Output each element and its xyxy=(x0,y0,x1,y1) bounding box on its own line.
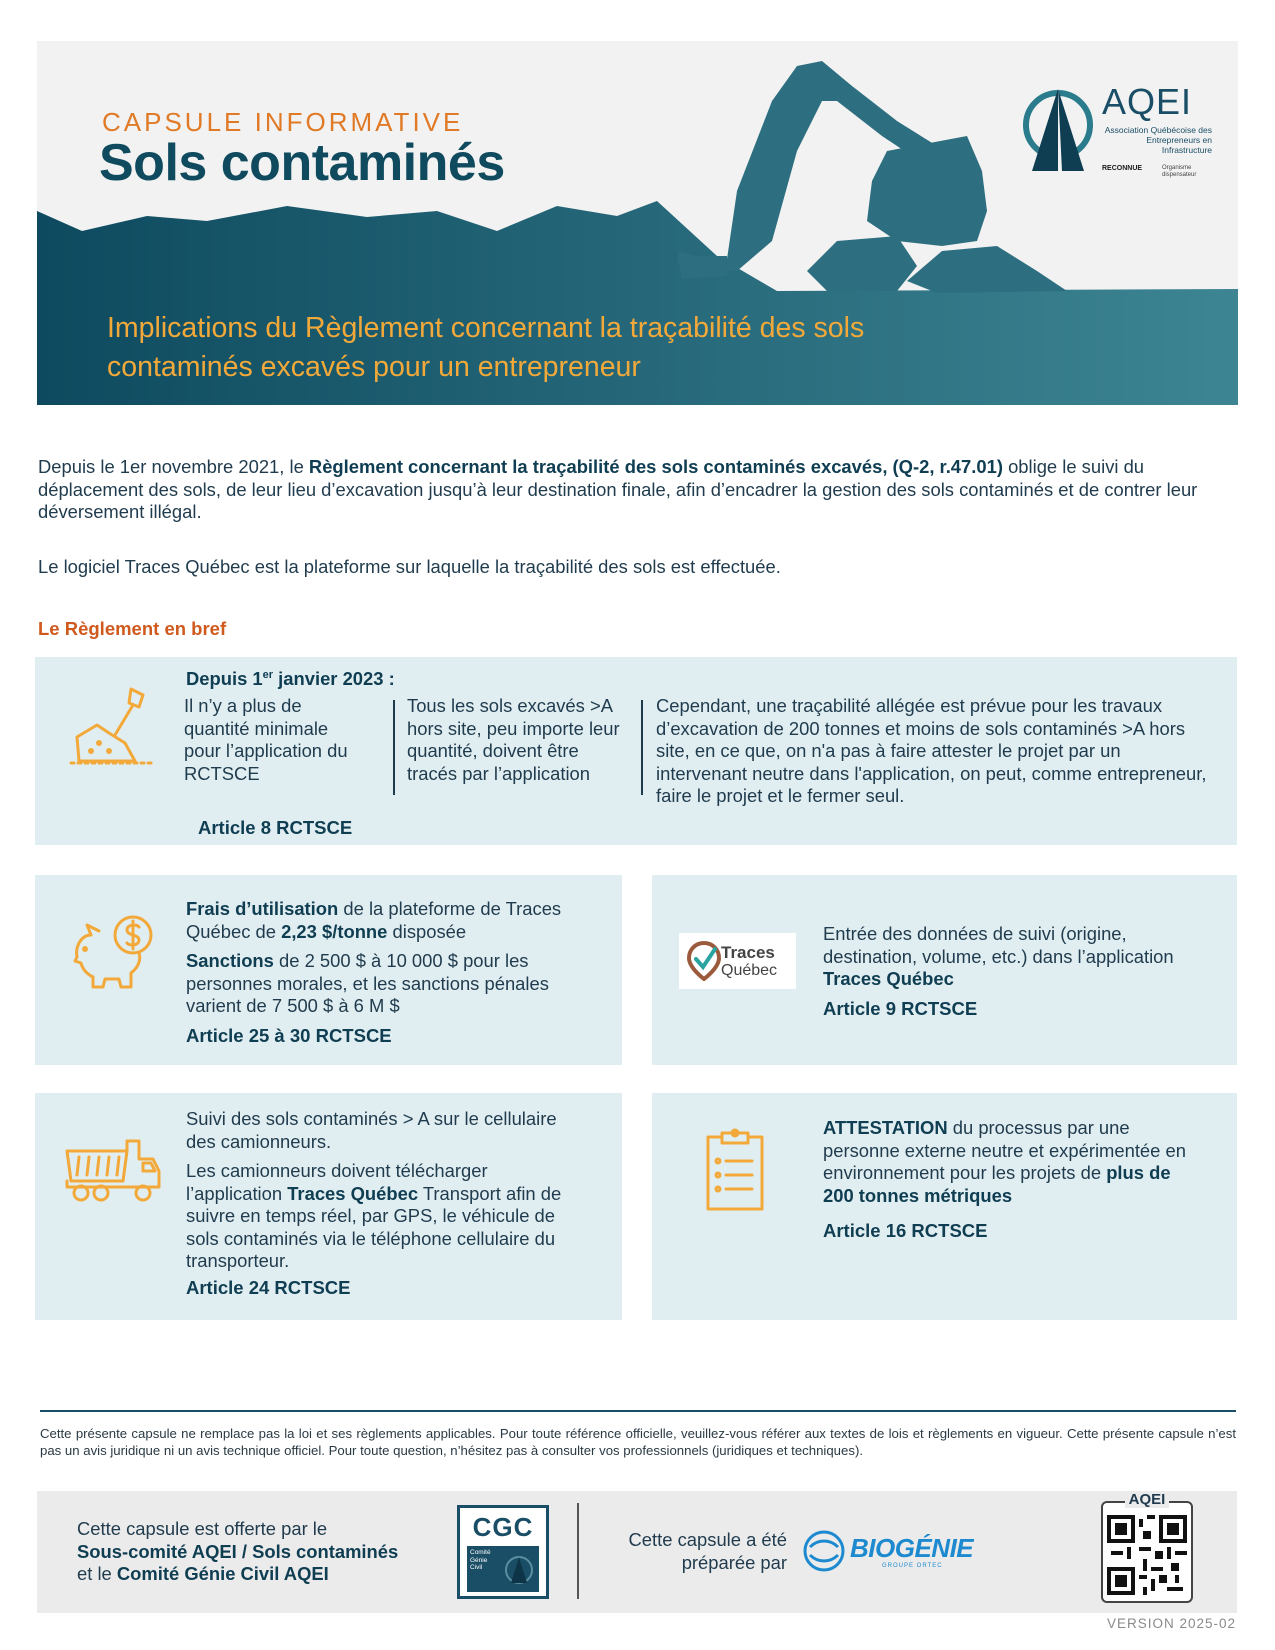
card5-text: ATTESTATION du processus par une personne externe neutre et expérimentée en environnement pour les projets de plus de 200 tonnes métriques xyxy=(823,1117,1186,1206)
card3-text: Entrée des données de suivi (origine, destination, volume, etc.) dans l’application Traces Québec xyxy=(823,923,1174,989)
card2-article: Article 25 à 30 RCTSCE xyxy=(186,1025,392,1046)
card2-sanctions-text: Sanctions de 2 500 $ à 10 000 $ pour les personnes morales, et les sanctions pénales varient de 7 500 $ à 6 M $ xyxy=(186,950,549,1016)
card1-column-2: Tous les sols excavés >A hors site, peu importe leur quantité, doivent être tracés par l’application xyxy=(407,695,620,784)
qr-label: AQEI xyxy=(1103,1491,1191,1508)
shovel-dirt-icon xyxy=(69,685,155,767)
capsule-kicker: CAPSULE INFORMATIVE xyxy=(102,107,464,137)
location-pin-icon xyxy=(687,941,721,981)
card4-text-1: Suivi des sols contaminés > A sur le cellulaire des camionneurs. xyxy=(186,1108,557,1152)
aqei-association-name: Association Québécoise des Entrepreneurs en Infrastructure xyxy=(1104,125,1212,155)
card4-article: Article 24 RCTSCE xyxy=(186,1277,351,1298)
aqei-recognized-badge: RECONNUE xyxy=(1102,165,1143,172)
card3-article: Article 9 RCTSCE xyxy=(823,998,978,1019)
cgc-logo-label: Comité Génie Civil xyxy=(470,1549,491,1571)
credits-band xyxy=(37,1491,1237,1613)
card2-fees-text: Frais d’utilisation de la plateforme de Traces Québec de 2,23 $/tonne disposée xyxy=(186,898,562,942)
card-truck-tracking xyxy=(35,1093,622,1320)
disclaimer-text: Cette présente capsule ne remplace pas la loi et ses règlements applicables. Pour toute référence officielle, veuillez-vous référer aux textes de lois et règlements en vigueur. Cette présente capsule n’est pas un avis juridique ni un avis technique officiel. Pour toute question, n’hésitez pas à consulter vos professionnels (juridiques et techniques). xyxy=(40,1426,1236,1458)
card1-column-1: Il n’y a plus de quantité minimale pour l’application du RCTSCE xyxy=(184,695,348,784)
biogenie-logo xyxy=(802,1529,977,1575)
column-divider xyxy=(393,700,395,795)
clipboard-list-icon xyxy=(704,1127,766,1213)
version-label: VERSION 2025-02 xyxy=(1106,1616,1236,1631)
page-title: Sols contaminés xyxy=(99,134,505,192)
aqei-badge-caption: Organisme dispensateur xyxy=(1162,165,1197,178)
biogenie-wordmark: BIOGÉNIE xyxy=(850,1533,974,1563)
hero-subtitle: Implications du Règlement concernant la traçabilité des sols contaminés excavés pour un entrepreneur xyxy=(107,312,865,383)
card1-article: Article 8 RCTSCE xyxy=(198,817,353,838)
column-divider xyxy=(641,700,643,795)
cgc-logo-panel xyxy=(467,1546,539,1592)
card1-heading: Depuis 1er janvier 2023 : xyxy=(186,668,395,690)
section-title: Le Règlement en bref xyxy=(38,618,227,639)
card1-column-3: Cependant, une traçabilité allégée est prévue pour les travaux d’excavation de 200 tonnes et moins de sols contaminés >A hors site, en ce que, on n'a pas à faire attester le projet par un intervenant neutre dans l'application, on peut, comme entrepreneur, faire le projet et le fermer seul. xyxy=(656,695,1207,806)
aqei-qr-code[interactable] xyxy=(1101,1491,1193,1603)
cgc-wordmark: CGC xyxy=(472,1512,534,1542)
aqei-wordmark: AQEI xyxy=(1102,81,1193,122)
cgc-emblem-icon xyxy=(503,1554,535,1586)
aqei-logo xyxy=(1022,81,1212,181)
prepared-by-text: Cette capsule a été préparée par xyxy=(628,1529,787,1573)
credits-divider xyxy=(577,1503,579,1599)
piggy-bank-icon xyxy=(71,913,159,993)
hero-banner xyxy=(37,41,1238,405)
biogenie-emblem-icon xyxy=(802,1529,846,1573)
footer-divider xyxy=(40,1410,1236,1412)
cgc-logo xyxy=(457,1505,549,1599)
traces-logo-text-2: Québec xyxy=(721,962,778,979)
aqei-emblem-icon xyxy=(1022,85,1100,175)
intro-traces-paragraph: Le logiciel Traces Québec est la plateforme sur laquelle la traçabilité des sols est effectuée. xyxy=(38,556,781,577)
card5-article: Article 16 RCTSCE xyxy=(823,1220,988,1241)
dump-truck-icon xyxy=(63,1137,163,1203)
offered-by-text: Cette capsule est offerte par le Sous-comité AQEI / Sols contaminés et le Comité Génie Civil AQEI xyxy=(77,1518,399,1584)
card-data-entry xyxy=(652,875,1237,1065)
traces-quebec-logo xyxy=(679,933,796,989)
card-fees-sanctions xyxy=(35,875,622,1065)
biogenie-group-label: GROUPE ORTEC xyxy=(882,1563,943,1569)
card4-text-2: Les camionneurs doivent télécharger l’application Traces Québec Transport afin de suivre en temps réel, par GPS, le véhicule de sols contaminés via le téléphone cellulaire du transporteur. xyxy=(186,1160,562,1271)
traces-logo-text-1: Traces xyxy=(721,943,775,962)
card-attestation xyxy=(652,1093,1237,1320)
card-since-2023 xyxy=(35,657,1237,845)
intro-paragraph: Depuis le 1er novembre 2021, le Règlement concernant la traçabilité des sols contaminés excavés, (Q-2, r.47.01) oblige le suivi du déplacement des sols, de leur lieu d’excavation jusqu’à leur destination finale, afin d’encadrer la gestion des sols contaminés et de contrer leur déversement illégal. xyxy=(38,456,1198,522)
qr-code-icon xyxy=(1107,1515,1187,1595)
